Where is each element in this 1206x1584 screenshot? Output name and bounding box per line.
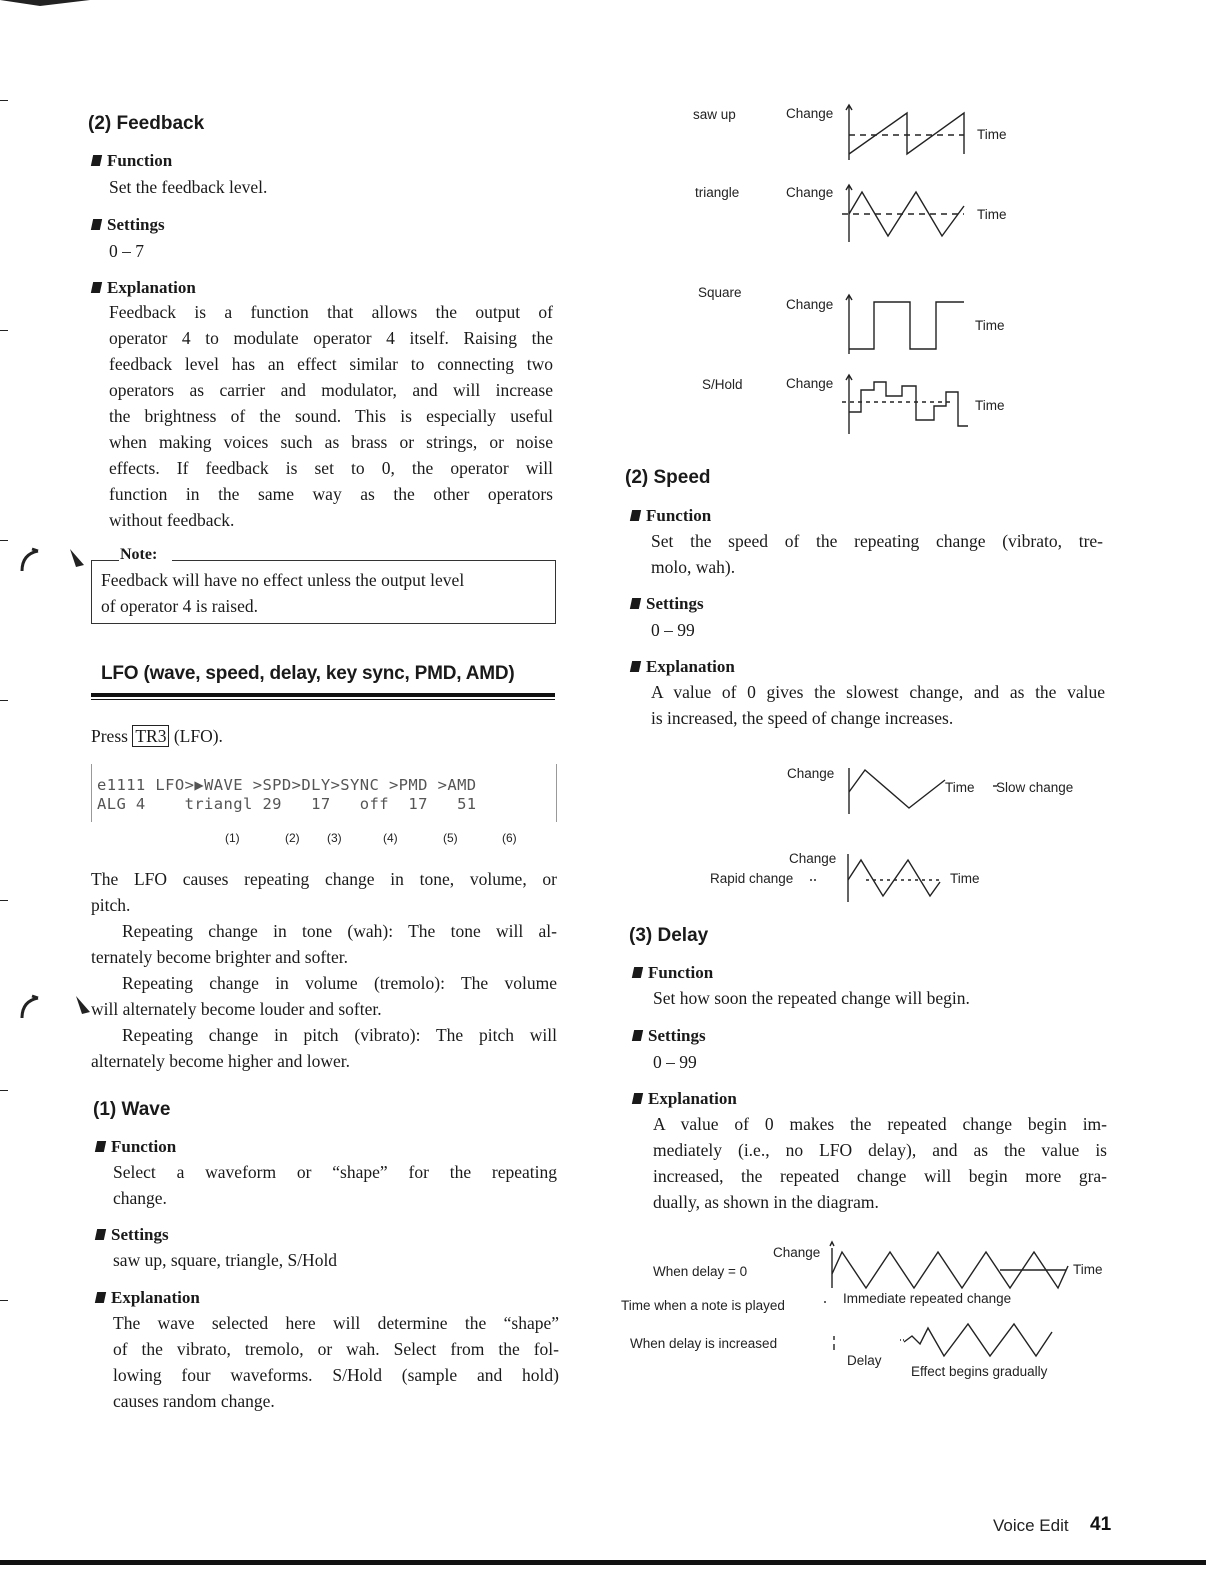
speed-time-label-2: Time xyxy=(950,871,980,886)
scan-edge-mark xyxy=(0,0,100,14)
delay-function-text: Set how soon the repeated change will begin. xyxy=(653,988,970,1008)
lcd-marker-3: (3) xyxy=(327,831,342,845)
feedback-function-text: Set the feedback level. xyxy=(109,177,268,197)
bullet-square-icon xyxy=(95,1141,106,1152)
lcd-marker-5: (5) xyxy=(443,831,458,845)
waveform-name: Square xyxy=(698,285,742,300)
saw-up-waveform xyxy=(840,104,980,164)
footer-section: Voice Edit xyxy=(993,1516,1069,1535)
wave-function-label: Function xyxy=(96,1137,176,1157)
lfo-heading-rule-thin xyxy=(91,699,555,700)
bullet-square-icon xyxy=(630,510,641,521)
triangle-waveform xyxy=(840,184,980,246)
margin-tick xyxy=(0,540,8,541)
delay-time-label: Time xyxy=(1073,1262,1103,1277)
speed-change-label-2: Change xyxy=(789,851,837,866)
waveform-change-label: Change xyxy=(786,376,834,391)
lfo-heading-rule xyxy=(91,693,555,697)
wave-settings-text: saw up, square, triangle, S/Hold xyxy=(113,1250,338,1270)
waveform-name: S/Hold xyxy=(702,377,743,392)
when-delay-increased-label: When delay is increased xyxy=(630,1336,778,1351)
feedback-settings-text: 0 – 7 xyxy=(109,241,144,261)
feedback-explanation-text: Feedback is a function that allows the output of operator 4 to modulate operator 4 itself. Raising the feedback level has an effect similar to connecting two operators as carrier and modulator, and will increase the brightness of the sound. This is especially useful when making voices such as brass or strings, or noise effects. If feedback is set to 0, the operator will function in the same way as the other operators without feedback. xyxy=(109,302,553,530)
bullet-square-icon xyxy=(630,661,641,672)
waveform-change-label: Change xyxy=(786,106,834,121)
lfo-heading: LFO (wave, speed, delay, key sync, PMD, AMD) xyxy=(101,663,515,684)
speed-function-text: Set the speed of the repeating change (vibrato, tre- molo, wah). xyxy=(651,531,1103,577)
bullet-square-icon xyxy=(91,219,102,230)
bullet-square-icon xyxy=(632,1030,643,1041)
note-top-rule xyxy=(172,560,555,561)
speed-time-label: Time xyxy=(945,780,975,795)
wave-explanation-label: Explanation xyxy=(96,1288,200,1308)
binder-marker-icon xyxy=(18,545,88,575)
press-instruction: Press TR3 (LFO). xyxy=(91,726,223,746)
tr3-key[interactable]: TR3 xyxy=(132,725,169,747)
effect-gradual-label: Effect begins gradually xyxy=(911,1364,1048,1379)
delay-heading: (3) Delay xyxy=(629,925,709,946)
delay-label: Delay xyxy=(847,1353,882,1368)
speed-heading: (2) Speed xyxy=(625,467,711,488)
bullet-square-icon xyxy=(630,598,641,609)
slow-change-label: Slow change xyxy=(996,780,1074,795)
speed-explanation-text: A value of 0 gives the slowest change, and as the value is increased, the speed of change increases. xyxy=(651,682,1105,728)
binder-marker-icon xyxy=(18,992,88,1022)
lfo-intro: The LFO causes repeating change in tone, volume, or pitch. Repeating change in tone (wah): The tone will al- ternately become brighter and softer. Repeating change in volume (tremolo): The volume will alternately become louder and softer. Repeating change in pitch (vibrato): The pitch will alternately become higher and lower. xyxy=(91,869,557,1071)
immediate-change-label: Immediate repeated change xyxy=(843,1291,1012,1306)
margin-tick xyxy=(0,1300,8,1301)
lcd-marker-2: (2) xyxy=(285,831,300,845)
delay-settings-label: Settings xyxy=(633,1026,706,1046)
margin-tick xyxy=(0,100,8,101)
speed-change-label: Change xyxy=(787,766,835,781)
speed-settings-text: 0 – 99 xyxy=(651,620,695,640)
delay-explanation-label: Explanation xyxy=(633,1089,737,1109)
bullet-square-icon xyxy=(91,155,102,166)
lcd-marker-1: (1) xyxy=(225,831,240,845)
margin-tick xyxy=(0,330,8,331)
slow-change-waveform xyxy=(843,764,1003,818)
waveform-name: saw up xyxy=(693,107,736,122)
delay-zero-waveform xyxy=(820,1244,1075,1292)
waveform-time-label: Time xyxy=(975,318,1005,333)
waveform-name: triangle xyxy=(695,185,740,200)
rapid-change-label: Rapid change xyxy=(710,871,794,886)
waveform-change-label: Change xyxy=(786,185,834,200)
delay-function-label: Function xyxy=(633,963,713,983)
waveform-time-label: Time xyxy=(977,127,1007,142)
waveform-time-label: Time xyxy=(975,398,1005,413)
scan-bottom-rule xyxy=(0,1560,1206,1565)
speed-function-label: Function xyxy=(631,506,711,526)
wave-function-text: Select a waveform or “shape” for the repeating change. xyxy=(113,1162,557,1208)
note-text: Feedback will have no effect unless the output level of operator 4 is raised. xyxy=(101,570,465,616)
feedback-explanation-label: Explanation xyxy=(92,278,196,298)
wave-heading: (1) Wave xyxy=(93,1099,171,1120)
speed-settings-label: Settings xyxy=(631,594,704,614)
delayed-waveform xyxy=(830,1320,1075,1364)
delay-settings-text: 0 – 99 xyxy=(653,1052,697,1072)
note-top-rule xyxy=(91,560,119,561)
lcd-marker-6: (6) xyxy=(502,831,517,845)
lcd-marker-4: (4) xyxy=(383,831,398,845)
bullet-square-icon xyxy=(95,1229,106,1240)
bullet-square-icon xyxy=(91,282,102,293)
margin-tick xyxy=(0,700,8,701)
delay-explanation-text: A value of 0 makes the repeated change begin im- mediately (i.e., no LFO delay), and as the value is increased, the repeated change will begin more gra- dually, as shown in the diagram. xyxy=(653,1114,1107,1212)
speed-explanation-label: Explanation xyxy=(631,657,735,677)
note-played-label: Time when a note is played xyxy=(621,1298,785,1313)
bullet-square-icon xyxy=(632,967,643,978)
feedback-function-label: Function xyxy=(92,151,172,171)
wave-explanation-text: The wave selected here will determine the “shape” of the vibrato, tremolo, or wah. Select from the fol- lowing four waveforms. S/Hold (sample and hold) causes random change. xyxy=(113,1313,559,1411)
feedback-heading: (2) Feedback xyxy=(88,113,205,134)
page-number: 41 xyxy=(1090,1514,1112,1535)
margin-tick xyxy=(0,1090,8,1091)
square-waveform xyxy=(840,294,980,358)
note-label: Note: xyxy=(120,546,158,563)
sample-hold-waveform xyxy=(840,374,980,438)
bullet-square-icon xyxy=(95,1292,106,1303)
bullet-square-icon xyxy=(632,1093,643,1104)
lcd-line-1: e1111 LFO>▶WAVE >SPD>DLY>SYNC >PMD >AMD xyxy=(97,776,477,794)
waveform-time-label: Time xyxy=(977,207,1007,222)
feedback-settings-label: Settings xyxy=(92,215,165,235)
margin-tick xyxy=(0,900,8,901)
when-delay-zero-label: When delay = 0 xyxy=(653,1264,748,1279)
wave-settings-label: Settings xyxy=(96,1225,169,1245)
delay-change-label: Change xyxy=(773,1245,821,1260)
rapid-change-waveform xyxy=(808,852,953,906)
waveform-change-label: Change xyxy=(786,297,834,312)
lcd-line-2: ALG 4 triangl 29 17 off 17 51 xyxy=(97,795,477,813)
